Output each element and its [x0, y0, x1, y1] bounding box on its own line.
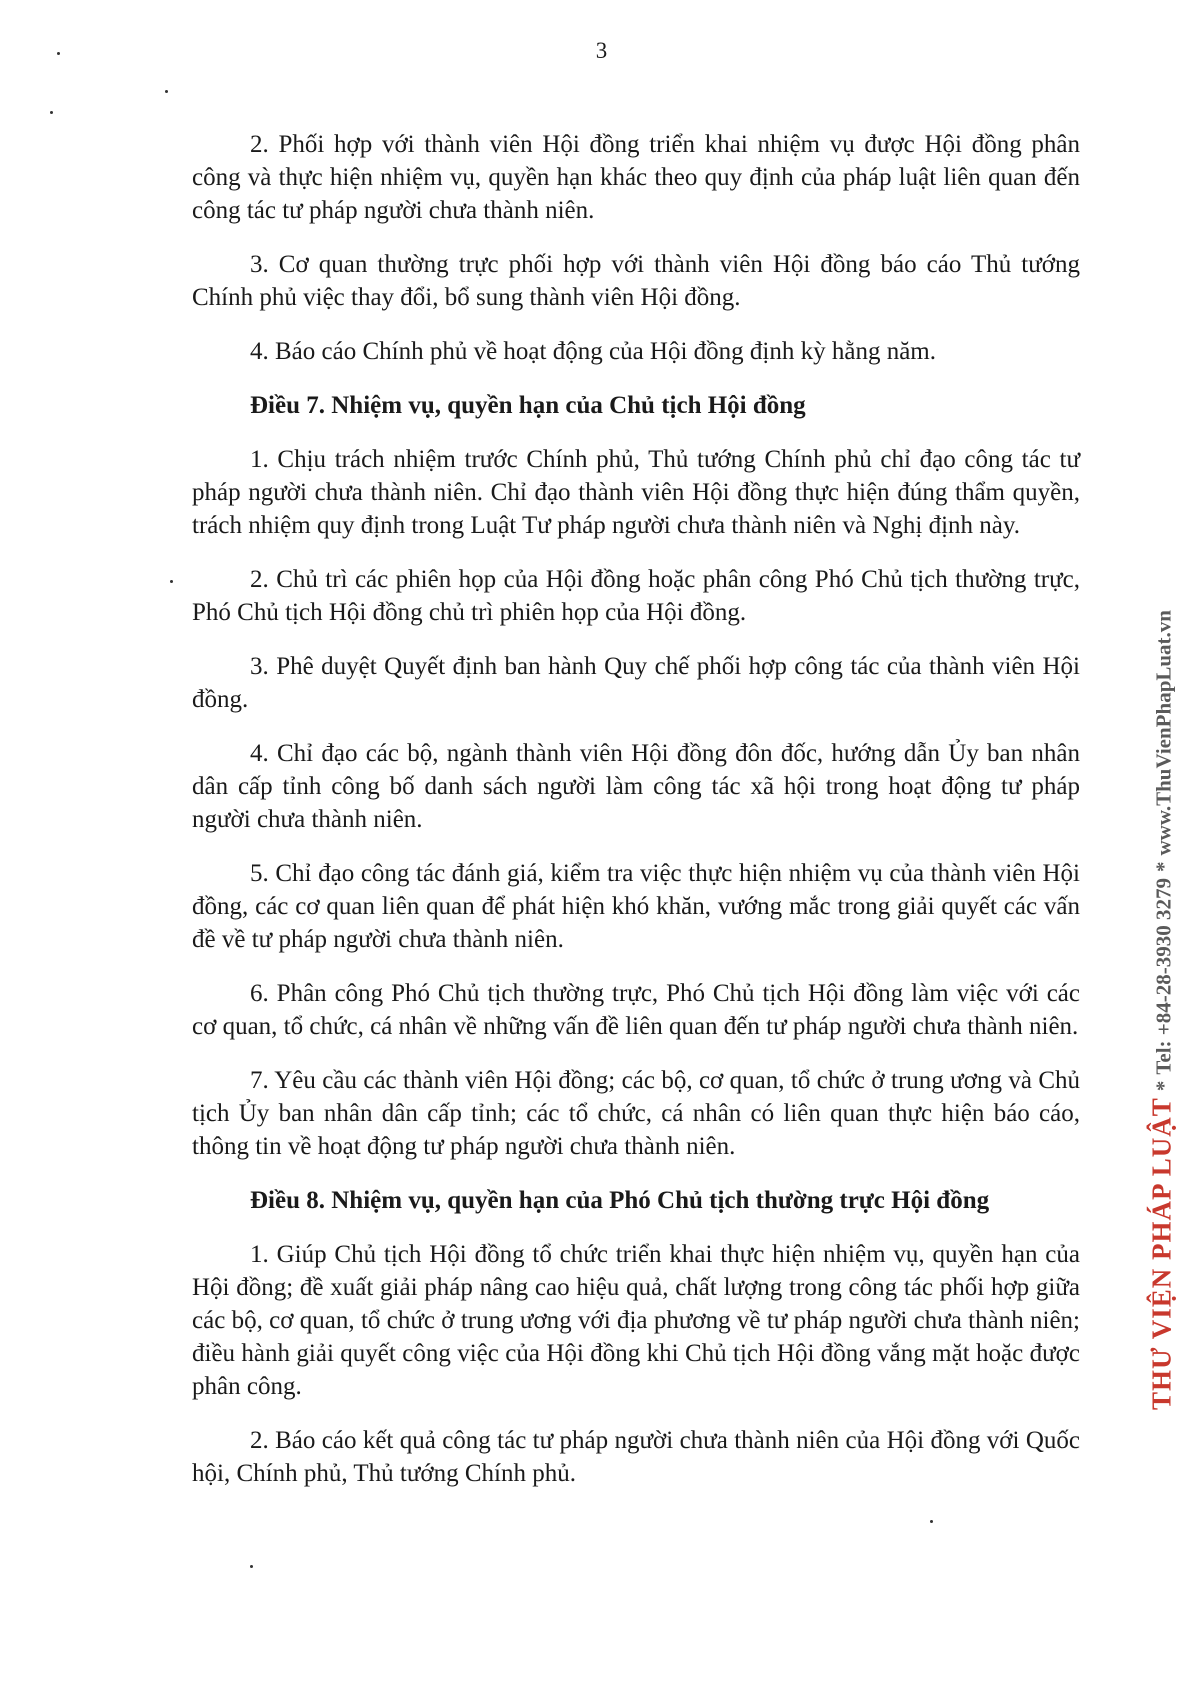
- paragraph: 3. Phê duyệt Quyết định ban hành Quy chế phối hợp công tác của thành viên Hội đồng.: [192, 653, 1080, 713]
- paragraph: 4. Báo cáo Chính phủ về hoạt động của Hội đồng định kỳ hằng năm.: [250, 338, 936, 365]
- paragraph: 4. Chỉ đạo các bộ, ngành thành viên Hội đồng đôn đốc, hướng dẫn Ủy ban nhân dân cấp tỉnh công bố danh sách người làm công tác xã hội trong hoạt động tư pháp người chưa thành niên.: [192, 740, 1080, 833]
- paragraph: 5. Chỉ đạo công tác đánh giá, kiểm tra việc thực hiện nhiệm vụ của thành viên Hội đồng, các cơ quan liên quan để phát hiện khó khăn, vướng mắc trong giải quyết các vấn đề về tư pháp người chưa thành niên.: [192, 860, 1080, 953]
- watermark-website: www.ThuVienPhapLuat.vn: [1151, 610, 1176, 856]
- scan-speck: [170, 580, 173, 583]
- paragraph: 1. Giúp Chủ tịch Hội đồng tổ chức triển khai thực hiện nhiệm vụ, quyền hạn của Hội đồng; đề xuất giải pháp nâng cao hiệu quả, chất lượng trong công tác phối hợp giữa các bộ, cơ quan, tổ chức ở trung ương với địa phương về tư pháp người chưa thành niên; điều hành giải quyết công việc của Hội đồng khi Chủ tịch Hội đồng vắng mặt hoặc được phân công.: [192, 1241, 1080, 1400]
- watermark-brand: THƯ VIỆN PHÁP LUẬT: [1146, 1097, 1177, 1410]
- watermark-tel: Tel: +84-28-3930 3279: [1151, 877, 1176, 1075]
- paragraph: 2. Phối hợp với thành viên Hội đồng triển khai nhiệm vụ được Hội đồng phân công và thực hiện nhiệm vụ, quyền hạn khác theo quy định của pháp luật liên quan đến công tác tư pháp người chưa thành niên.: [192, 131, 1080, 224]
- paragraph: 2. Báo cáo kết quả công tác tư pháp người chưa thành niên của Hội đồng với Quốc hội, Chính phủ, Thủ tướng Chính phủ.: [192, 1427, 1080, 1487]
- scan-speck: [250, 1565, 253, 1568]
- watermark-separator: *: [1151, 1080, 1176, 1092]
- article-heading: Điều 7. Nhiệm vụ, quyền hạn của Chủ tịch Hội đồng: [250, 392, 806, 419]
- article-heading: Điều 8. Nhiệm vụ, quyền hạn của Phó Chủ tịch thường trực Hội đồng: [250, 1187, 990, 1214]
- paragraph: 6. Phân công Phó Chủ tịch thường trực, Phó Chủ tịch Hội đồng làm việc với các cơ quan, tổ chức, cá nhân về những vấn đề liên quan đến tư pháp người chưa thành niên.: [192, 980, 1080, 1040]
- scan-speck: [57, 52, 60, 55]
- scan-speck: [930, 1520, 933, 1523]
- watermark-separator: *: [1151, 861, 1176, 872]
- paragraph: 3. Cơ quan thường trực phối hợp với thành viên Hội đồng báo cáo Thủ tướng Chính phủ việc thay đổi, bổ sung thành viên Hội đồng.: [192, 251, 1080, 311]
- scan-speck: [165, 90, 168, 93]
- document-body: [192, 128, 1080, 1511]
- paragraph: 7. Yêu cầu các thành viên Hội đồng; các bộ, cơ quan, tổ chức ở trung ương và Chủ tịch Ủy ban nhân dân cấp tỉnh; các tổ chức, cá nhân có liên quan thực hiện báo cáo, thông tin về hoạt động tư pháp người chưa thành niên.: [192, 1067, 1080, 1160]
- scan-speck: [50, 111, 53, 114]
- paragraph: 1. Chịu trách nhiệm trước Chính phủ, Thủ tướng Chính phủ chỉ đạo công tác tư pháp người chưa thành niên. Chỉ đạo thành viên Hội đồng thực hiện đúng thẩm quyền, trách nhiệm quy định trong Luật Tư pháp người chưa thành niên và Nghị định này.: [192, 446, 1080, 539]
- paragraph: 2. Chủ trì các phiên họp của Hội đồng hoặc phân công Phó Chủ tịch thường trực, Phó Chủ tịch Hội đồng chủ trì phiên họp của Hội đồng.: [192, 566, 1080, 626]
- page-number: 3: [595, 38, 608, 63]
